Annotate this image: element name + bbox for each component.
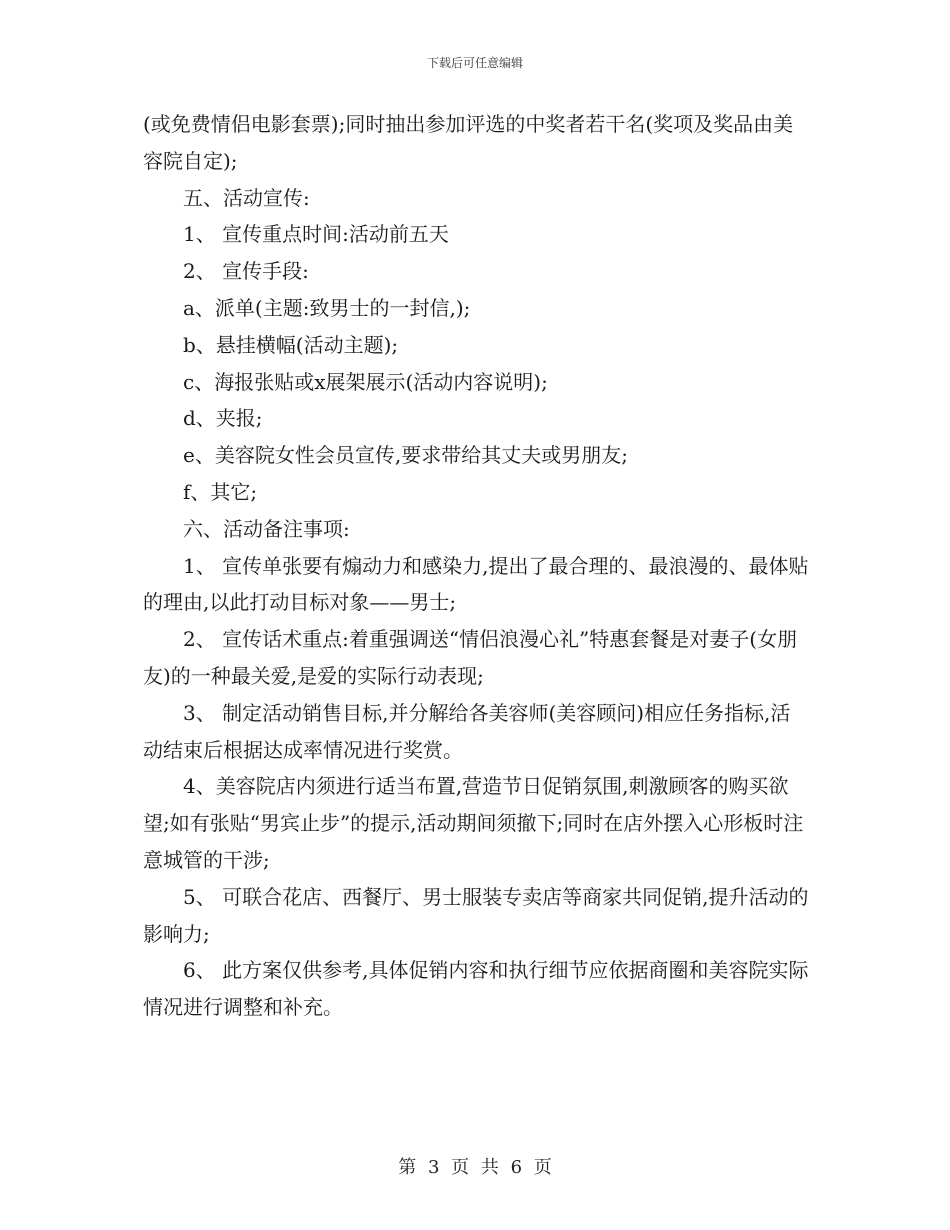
list-item: 6、 此方案仅供参考,具体促销内容和执行细节应依据商圈和美容院实际情况进行调整和补充。 [143,958,809,1020]
list-item: a、派单(主题:致男士的一封信,); [183,295,471,320]
paragraph: (或免费情侣电影套票);同时抽出参加评选的中奖者若干名(奖项及奖品由美容院自定); [143,112,794,173]
list-item: b、悬挂横幅(活动主题); [183,332,399,357]
list-item: 3、 制定活动销售目标,并分解给各美容师(美容顾问)相应任务指标,活动结束后根据达成率情况进行奖赏。 [143,700,791,762]
list-item: f、其它; [183,479,258,504]
list-item: 2、 宣传话术重点:着重强调送“情侣浪漫心礼”特惠套餐是对妻子(女朋友)的一种最关爱,是爱的实际行动表现; [143,627,798,688]
list-item: 1、 宣传单张要有煽动力和感染力,提出了最合理的、最浪漫的、最体贴的理由,以此打动目标对象——男士; [143,553,809,615]
list-item: 5、 可联合花店、西餐厅、男士服装专卖店等商家共同促销,提升活动的影响力; [143,884,809,946]
list-item: 2、 宣传手段: [183,259,309,284]
section-heading-publicity: 五、活动宣传: [183,185,310,210]
list-item: c、海报张贴或x展架展示(活动内容说明); [183,369,548,394]
list-item: 4、美容院店内须进行适当布置,营造节日促销氛围,刺激顾客的购买欲望;如有张贴“男宾止步”的提示,活动期间须撤下;同时在店外摆入心形板时注意城管的干涉; [143,774,804,872]
page-footer: 第 3 页 共 6 页 [398,1157,552,1178]
list-item: d、夹报; [183,406,263,431]
list-item: e、美容院女性会员宣传,要求带给其丈夫或男朋友; [183,443,628,468]
page-header: 下载后可任意编辑 [426,56,523,70]
section-heading-notes: 六、活动备注事项: [183,516,350,541]
list-item: 1、 宣传重点时间:活动前五天 [183,222,449,247]
document-body [143,106,809,1026]
